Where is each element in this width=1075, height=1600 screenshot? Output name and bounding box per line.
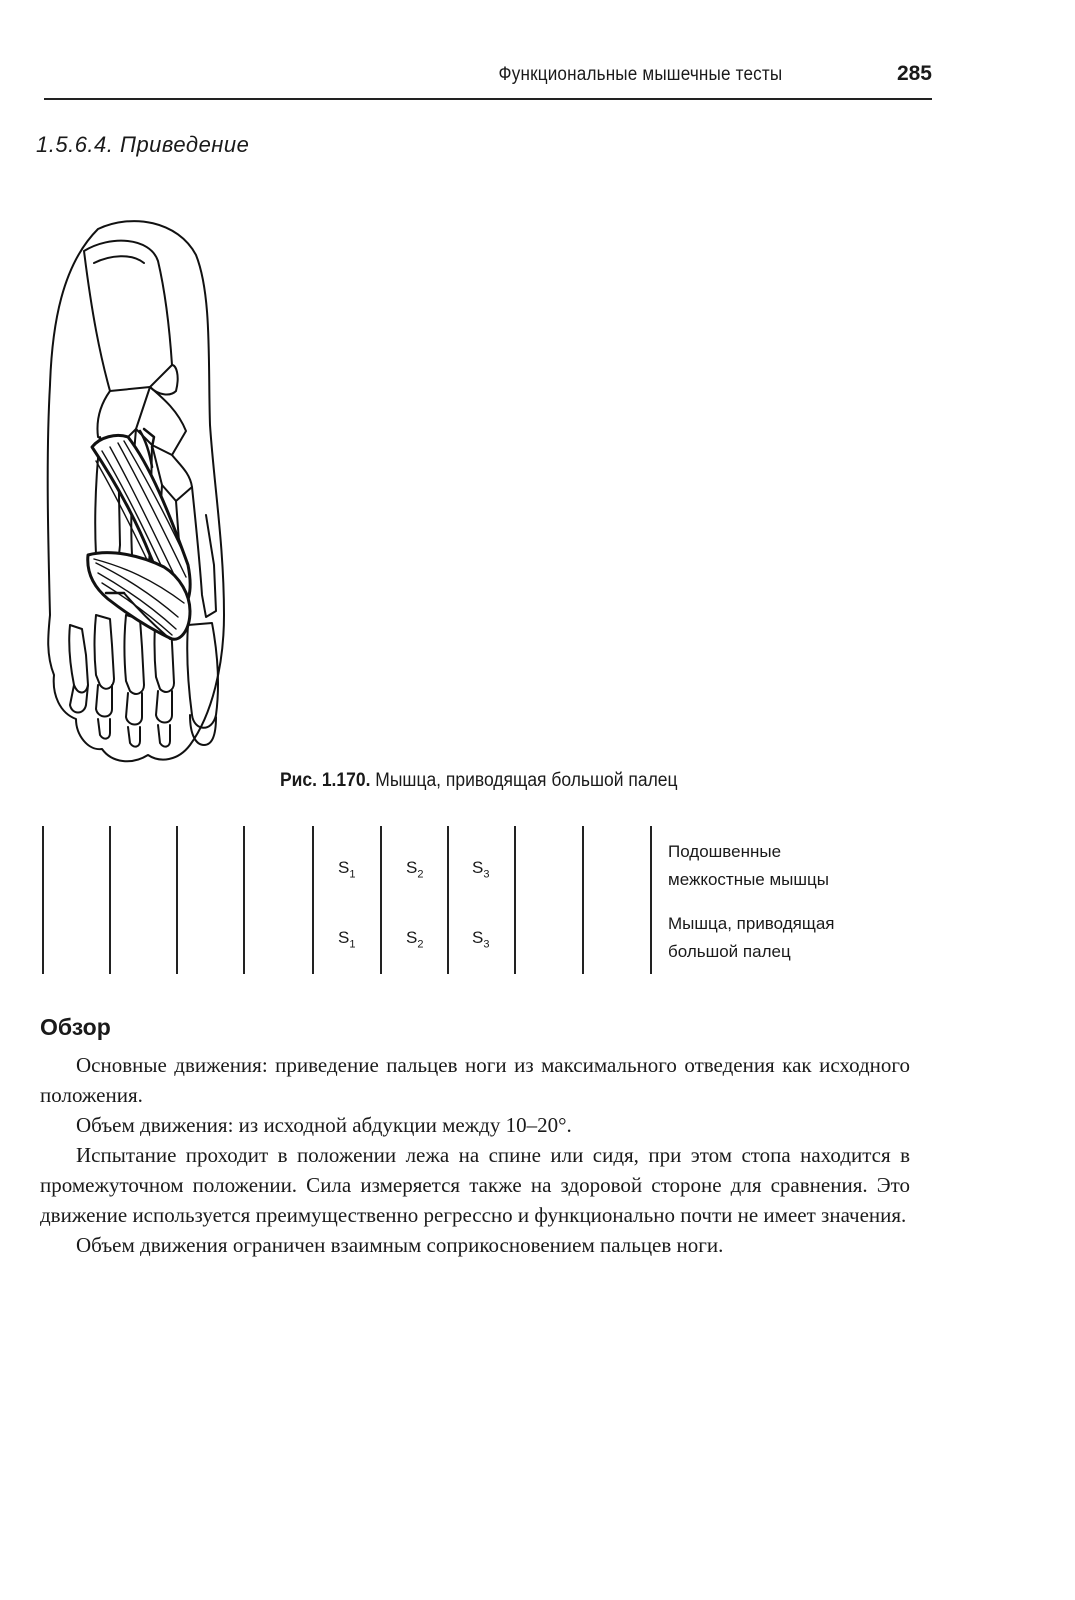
- caption-label: Рис. 1.170.: [280, 770, 371, 791]
- segment-label-s3: $S_3$: [472, 928, 490, 951]
- segment-label-s1: $S_1$: [338, 928, 356, 951]
- page-number: 285: [896, 62, 932, 85]
- segment-label-s2: $S_2$: [406, 858, 424, 881]
- overview-body: [40, 1050, 910, 1260]
- body-paragraph: Основные движения: приведение пальцев ноги из максимального отведения как исходного положения.: [40, 1053, 910, 1107]
- segment-label-s1: $S_1$: [338, 858, 356, 881]
- segment-divider: [380, 826, 382, 974]
- segment-divider: [582, 826, 584, 974]
- segment-divider: [176, 826, 178, 974]
- muscle-label-line: большой палец: [668, 942, 791, 961]
- body-paragraph: Объем движения ограничен взаимным соприкосновением пальцев ноги.: [76, 1233, 724, 1257]
- segment-divider: [312, 826, 314, 974]
- segmental-innervation-diagram: [36, 826, 936, 976]
- overview-heading: Обзор: [40, 1014, 111, 1040]
- segment-divider: [447, 826, 449, 974]
- segment-divider: [243, 826, 245, 974]
- segment-label-s3: $S_3$: [472, 858, 490, 881]
- muscle-label-adductor-hallucis: [668, 910, 898, 966]
- caption-text: Мышца, приводящая большой палец: [370, 770, 678, 791]
- segment-divider: [650, 826, 652, 974]
- segment-label-s2: $S_2$: [406, 928, 424, 951]
- body-paragraph: Испытание проходит в положении лежа на спине или сидя, при этом стопа находится в промежуточном положении. Сила измеряется также на здоровой стороне для сравнения. Это движение используется преимущественно регрессно и функционально почти не имеет значения.: [40, 1143, 910, 1227]
- muscle-label-line: Подошвенные: [668, 842, 782, 861]
- segment-divider: [514, 826, 516, 974]
- running-title: Функциональные мышечные тесты: [498, 64, 782, 85]
- muscle-label-line: Мышца, приводящая: [668, 914, 835, 933]
- muscle-label-line: межкостные мышцы: [668, 870, 829, 889]
- body-paragraph: Объем движения: из исходной абдукции между 10–20°.: [76, 1113, 572, 1137]
- foot-anatomy-figure: [40, 215, 250, 775]
- running-header: [44, 60, 932, 100]
- muscle-label-plantar-interossei: [668, 838, 898, 894]
- segment-divider: [42, 826, 44, 974]
- figure-caption: [280, 770, 678, 792]
- foot-anatomy-icon: [40, 215, 250, 775]
- section-heading: 1.5.6.4. Приведение: [36, 132, 250, 157]
- segment-divider: [109, 826, 111, 974]
